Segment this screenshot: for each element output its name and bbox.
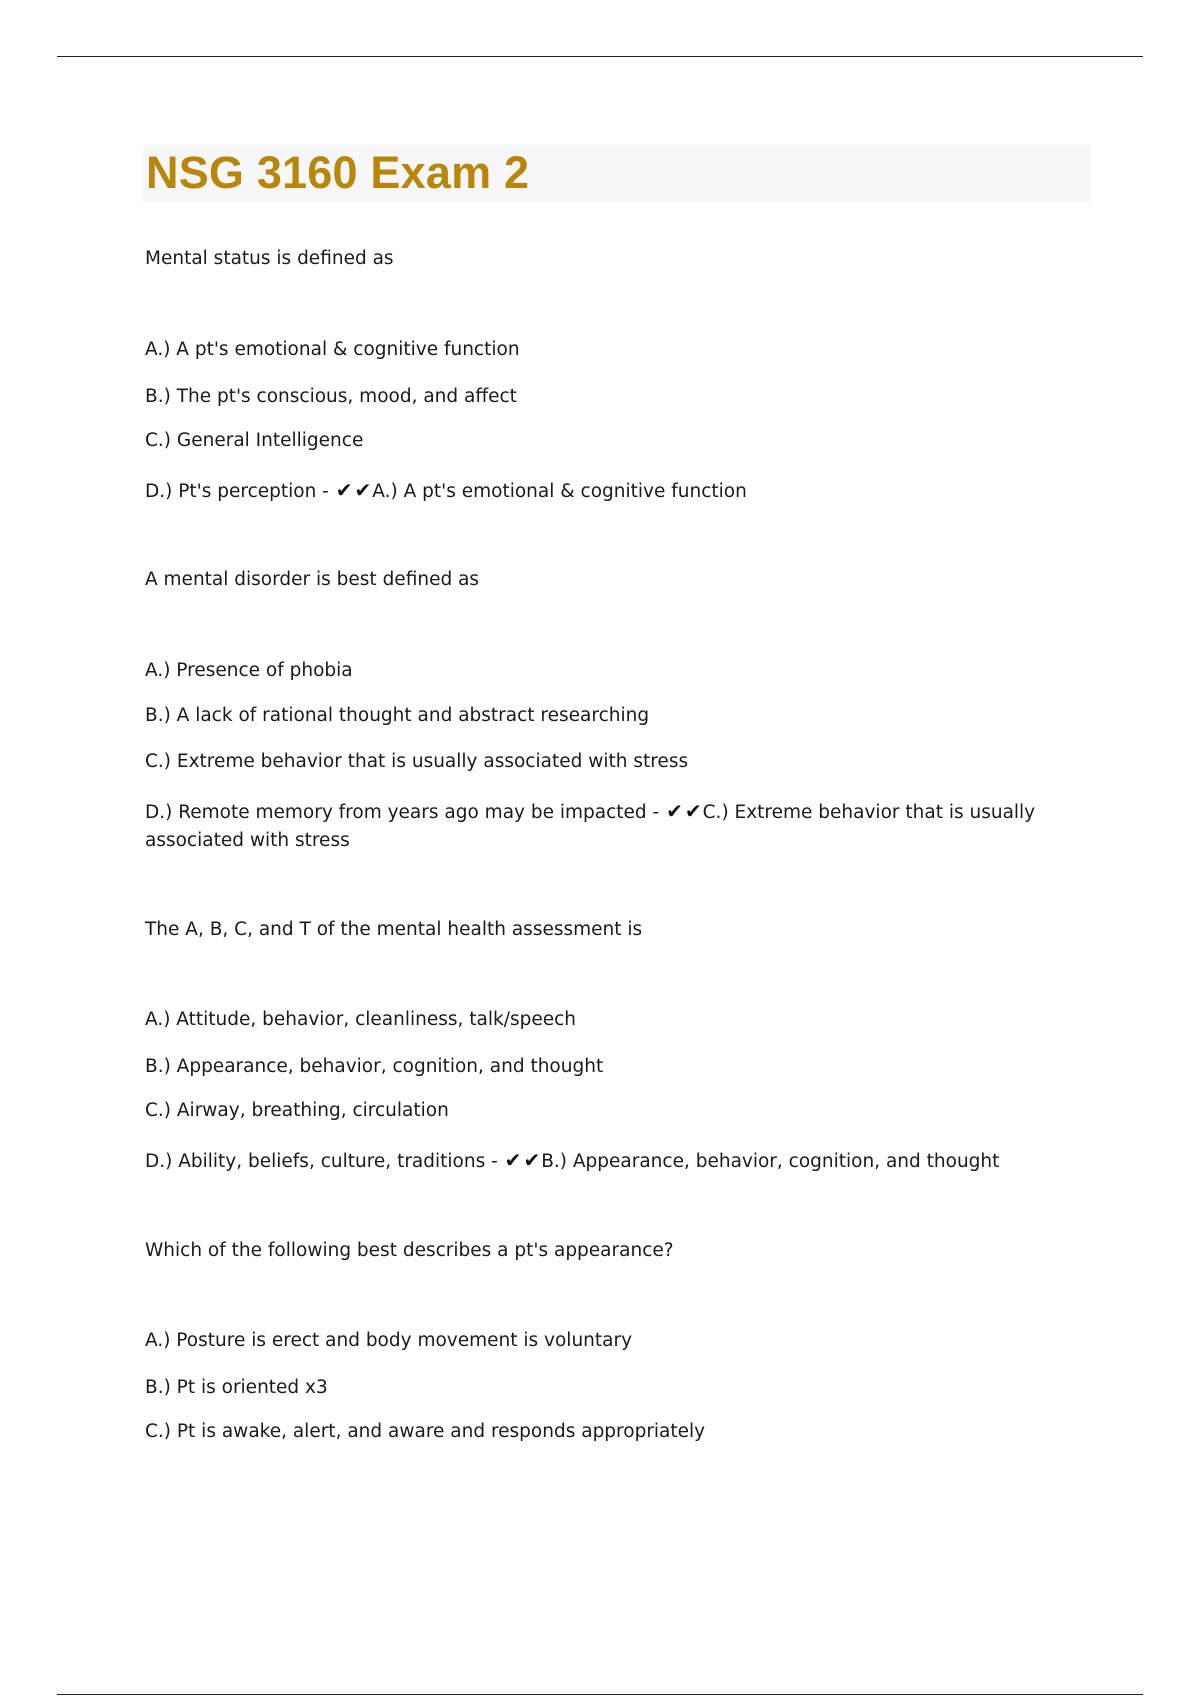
question-3-prompt: The A, B, C, and T of the mental health assessment is [145, 919, 643, 940]
check-icon: ✔ [666, 799, 683, 823]
document-title: NSG 3160 Exam 2 [146, 147, 530, 198]
question-3-option-a: A.) Attitude, behavior, cleanliness, talk/speech [145, 1009, 577, 1030]
question-1-option-d-answer [145, 476, 747, 506]
question-1-answer: A.) A pt's emotional & cognitive function [372, 481, 747, 502]
top-rule [57, 56, 1143, 57]
check-icon: ✔ [504, 1148, 522, 1172]
check-icon: ✔ [523, 1148, 541, 1172]
bottom-rule [57, 1694, 1143, 1695]
question-2-option-d: D.) Remote memory from years ago may be impacted - [145, 802, 660, 823]
question-4-prompt: Which of the following best describes a pt's appearance? [145, 1240, 674, 1261]
question-2-option-c: C.) Extreme behavior that is usually associated with stress [145, 751, 689, 772]
question-3-option-c: C.) Airway, breathing, circulation [145, 1100, 449, 1121]
check-icon: ✔ [354, 478, 372, 502]
question-3-option-d: D.) Ability, beliefs, culture, traditions - [145, 1151, 498, 1172]
question-1-prompt: Mental status is defined as [145, 248, 394, 269]
question-2-answer: C.) Extreme behavior that is usually associated with stress [145, 802, 1036, 851]
question-1-option-a: A.) A pt's emotional & cognitive function [145, 339, 520, 360]
question-1-option-b: B.) The pt's conscious, mood, and affect [145, 386, 517, 407]
question-2-option-d-answer [145, 797, 1045, 855]
question-3-option-d-answer [145, 1146, 999, 1176]
question-1-option-c: C.) General Intelligence [145, 430, 364, 451]
question-4-option-c: C.) Pt is awake, alert, and aware and responds appropriately [145, 1421, 706, 1442]
question-3-answer: B.) Appearance, behavior, cognition, and thought [541, 1151, 1000, 1172]
question-2-option-b: B.) A lack of rational thought and abstract researching [145, 705, 650, 726]
check-icon: ✔ [335, 478, 353, 502]
question-1-option-d: D.) Pt's perception - [145, 481, 329, 502]
question-3-option-b: B.) Appearance, behavior, cognition, and thought [145, 1056, 604, 1077]
question-2-option-a: A.) Presence of phobia [145, 660, 353, 681]
question-2-prompt: A mental disorder is best defined as [145, 569, 480, 590]
question-4-option-b: B.) Pt is oriented x3 [145, 1377, 328, 1398]
check-icon: ✔ [684, 799, 702, 823]
question-4-option-a: A.) Posture is erect and body movement is voluntary [145, 1330, 633, 1351]
